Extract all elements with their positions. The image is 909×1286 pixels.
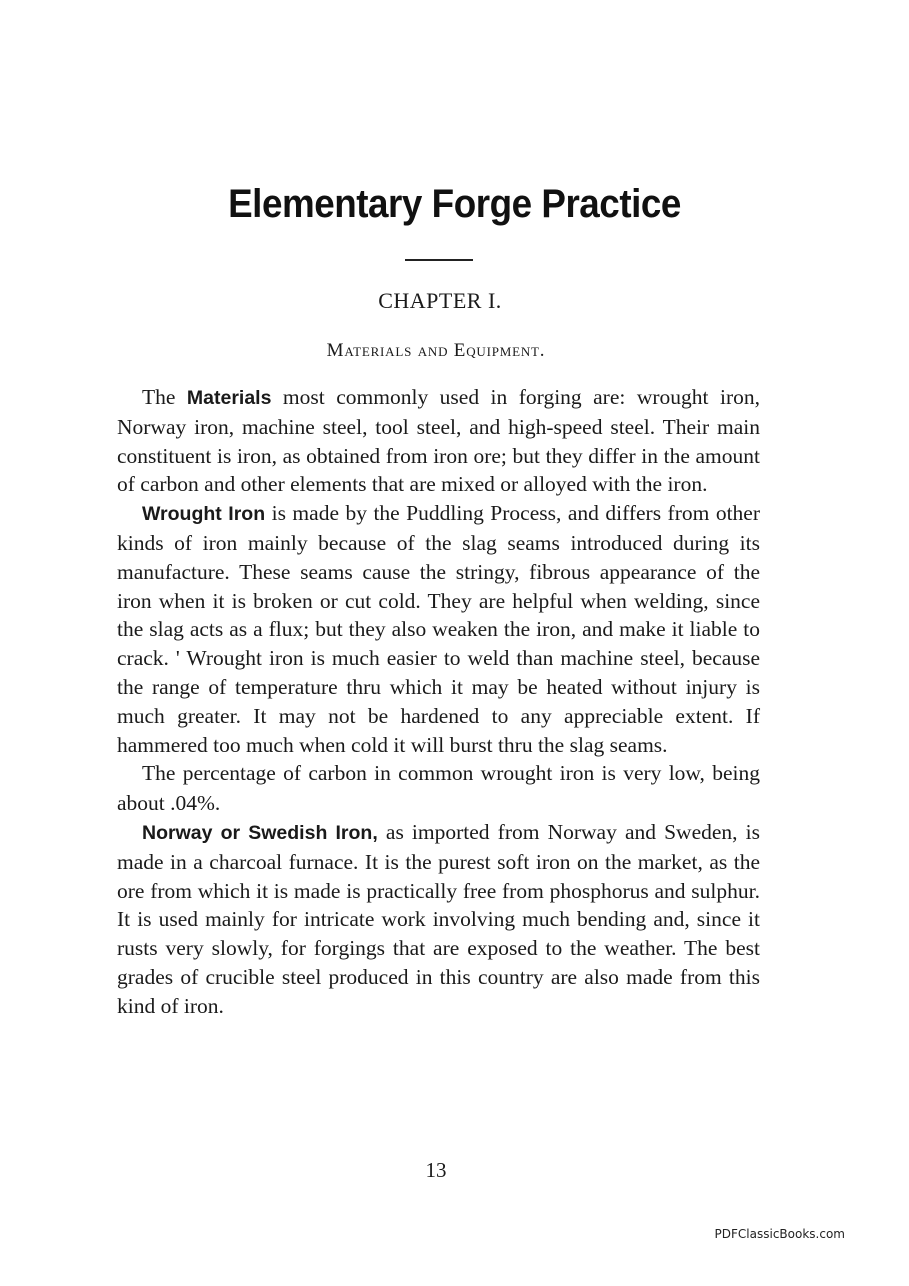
- body-text: [117, 383, 760, 1021]
- term-materials: Materials: [186, 387, 272, 409]
- paragraph-carbon: [117, 759, 760, 818]
- watermark: PDFClassicBooks.com: [714, 1227, 845, 1241]
- paragraph-wrought-iron: [117, 499, 760, 759]
- paragraph-text: is made by the Puddling Process, and differs from other kinds of iron mainly because of the slag seams introduced during its manufacture. These seams cause the stringy, fibrous appearance of the iron when it is broken or cut cold. They are helpful when welding, since the slag acts as a flux; but they also weaken the iron, and make it liable to crack. ' Wrought iron is much easier to weld than machine steel, because the range of temperature thru which it may be heated without injury is much greater. It may not be hardened to any appreciable extent. If hammered too much when cold it will burst thru the slag seams.: [117, 501, 761, 757]
- paragraph-norway-iron: [117, 818, 760, 1021]
- page-title: Elementary Forge Practice: [228, 182, 681, 226]
- page-number: 13: [425, 1158, 447, 1182]
- chapter-heading: CHAPTER I.: [378, 288, 502, 313]
- paragraph-text: as imported from Norway and Sweden, is made in a charcoal furnace. It is the purest soft iron on the market, as the ore from which it is made is practically free from phosphorus and sulphur. It is used mainly for intricate work involving much bending and, since it rusts very slowly, for forgings that are exposed to the weather. The best grades of crucible steel produced in this country are also made from this kind of iron.: [117, 819, 760, 1018]
- term-wrought-iron: Wrought Iron: [142, 503, 266, 526]
- section-heading: Materials and Equipment.: [326, 340, 546, 361]
- title-divider: [405, 259, 473, 261]
- paragraph-materials: [117, 383, 760, 499]
- paragraph-text: The percentage of carbon in common wrought iron is very low, being about .04%.: [117, 761, 760, 816]
- paragraph-text: most commonly used in forging are: wrought iron, Norway iron, machine steel, tool steel, and high-speed steel. Their main constituent is iron, as obtained from iron ore; but they differ in the amount of carbon and other elements that are mixed or alloyed with the iron.: [117, 385, 760, 497]
- term-norway-iron: Norway or Swedish Iron,: [142, 821, 378, 844]
- paragraph-lead: The: [142, 385, 187, 409]
